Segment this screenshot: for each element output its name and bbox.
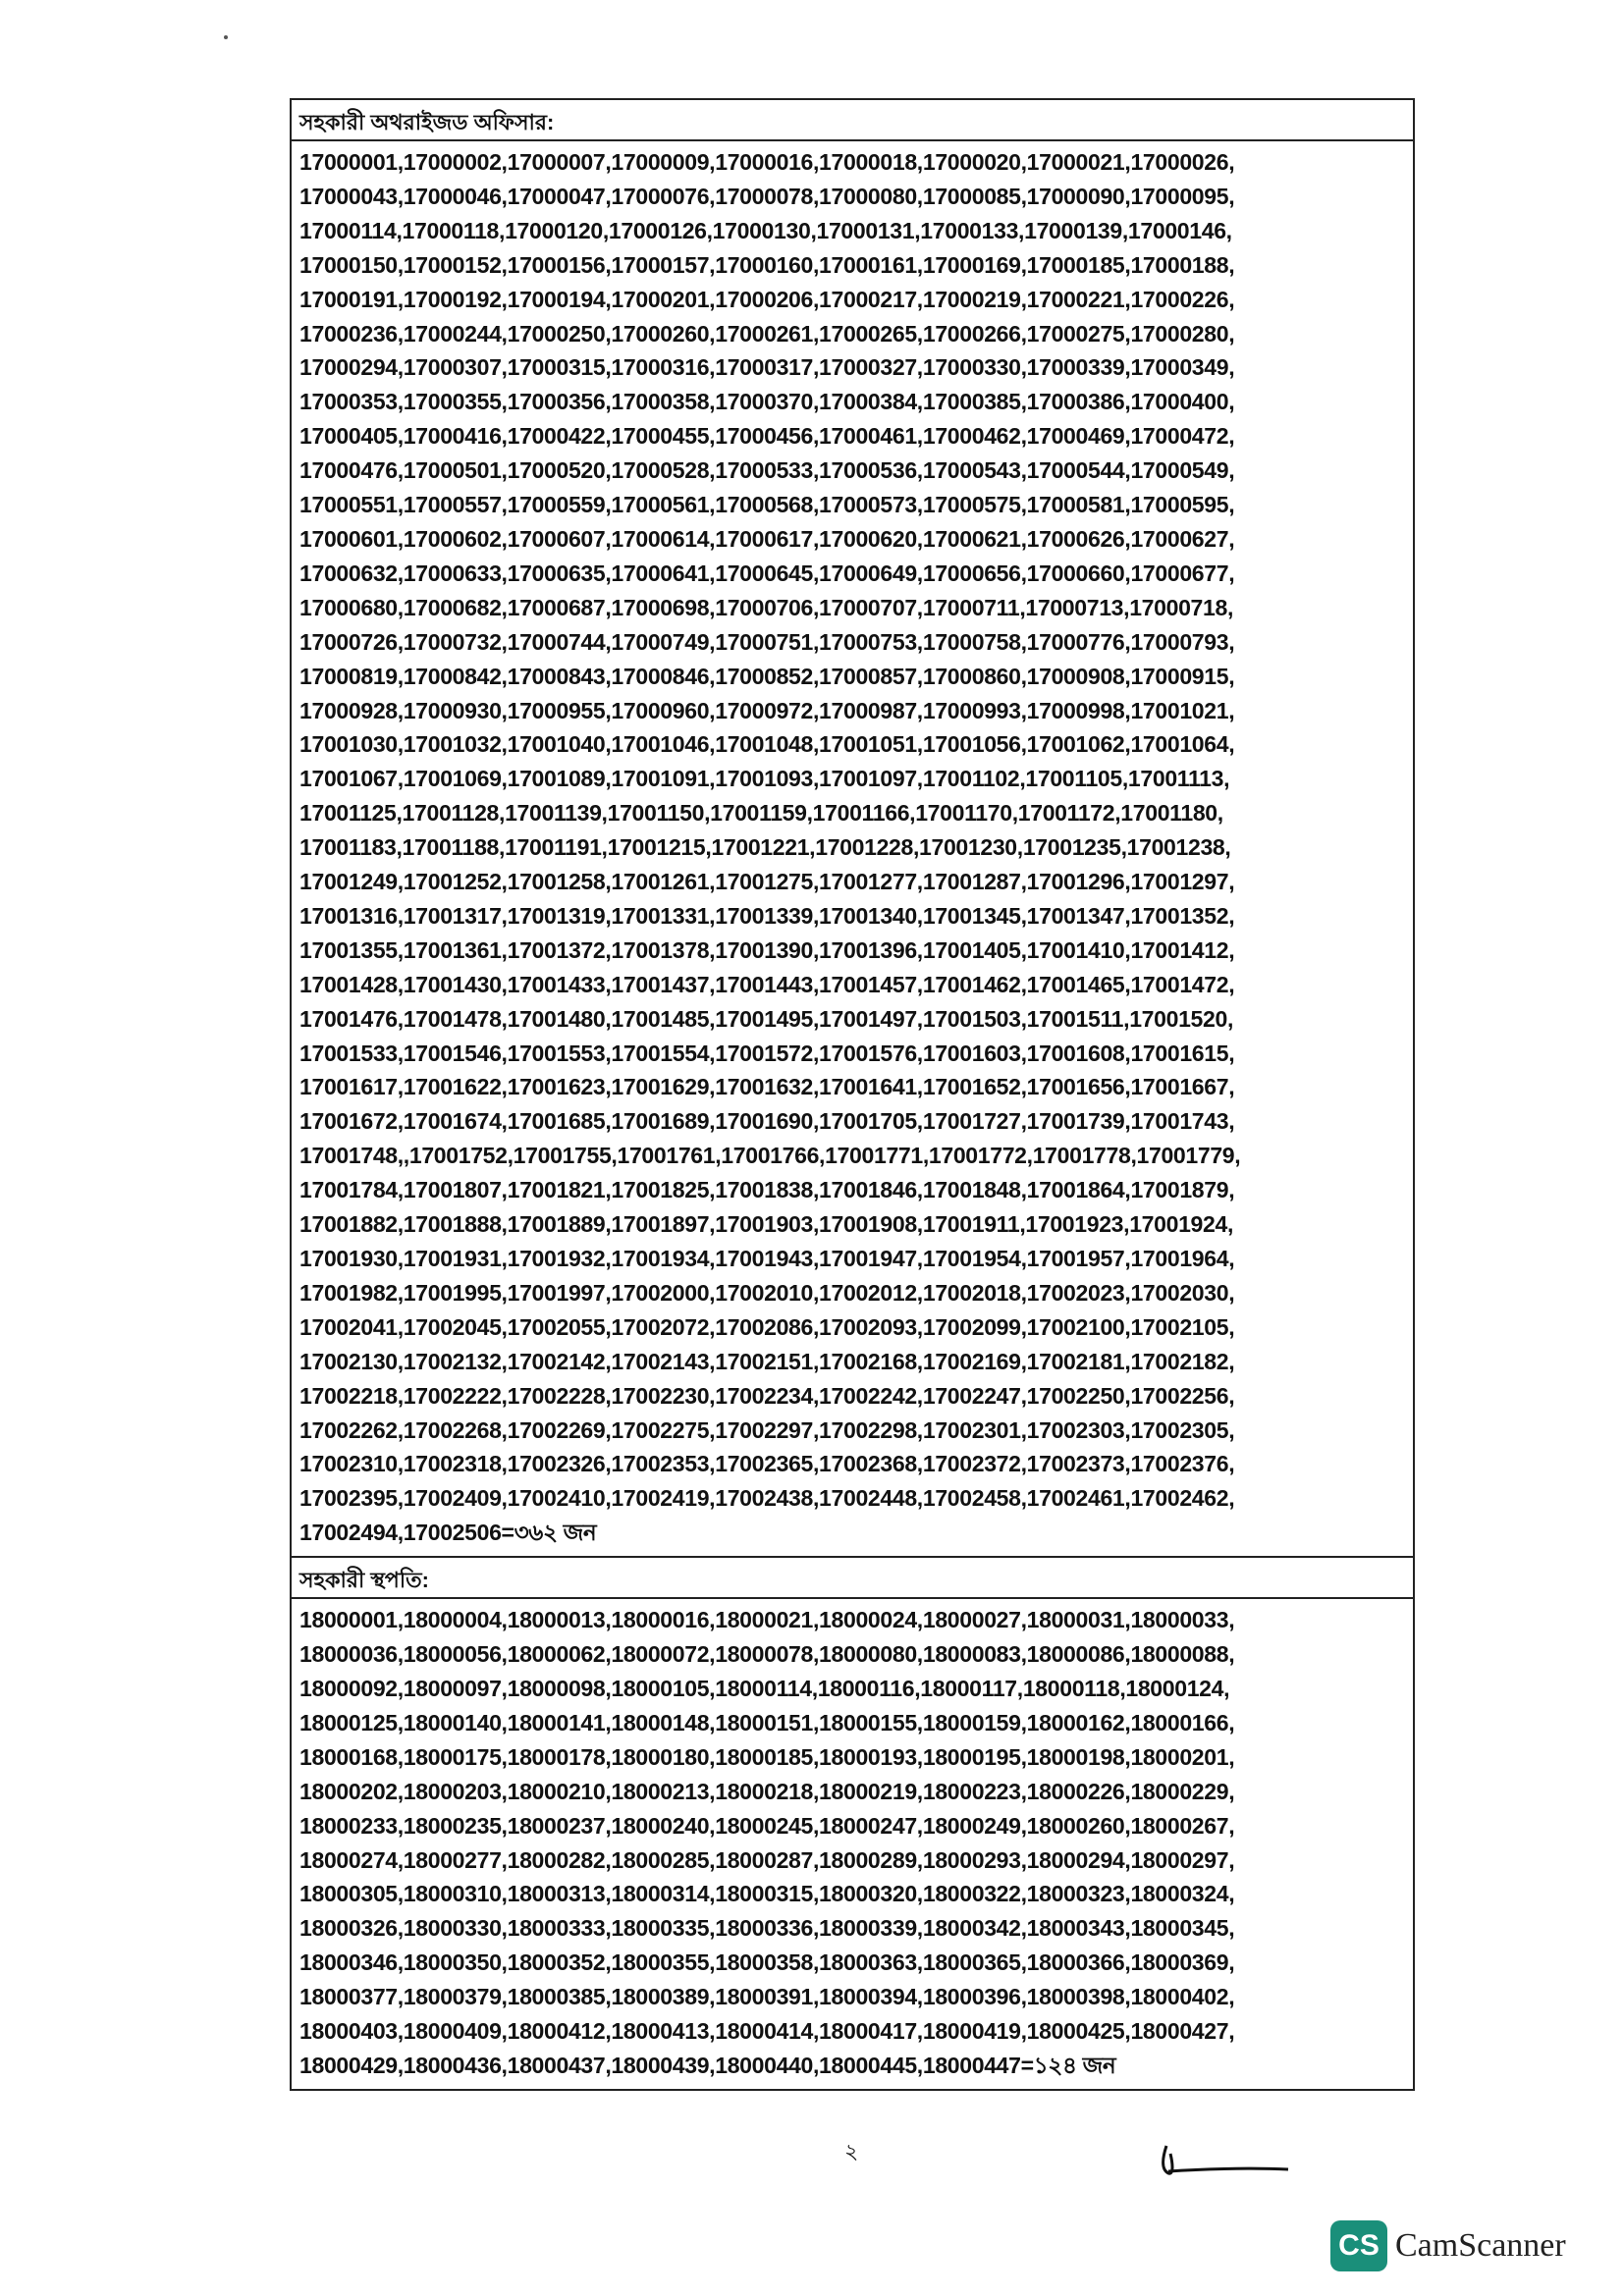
- section-header-assistant-authorized-officer: সহকারী অথরাইজড অফিসার:: [292, 100, 1413, 141]
- roll-number-line: 17001355,17001361,17001372,17001378,17001390,17001396,17001405,17001410,17001412,: [299, 936, 1235, 963]
- roll-number-line: 17000001,17000002,17000007,17000009,17000016,17000018,17000020,17000021,17000026,: [299, 149, 1235, 175]
- roll-number-line: 17001183,17001188,17001191,17001215,17001221,17001228,17001230,17001235,17001238,: [299, 834, 1231, 861]
- roll-number-line: 17002310,17002318,17002326,17002353,17002365,17002368,17002372,17002373,17002376,: [299, 1451, 1235, 1477]
- roll-number-line: 17001784,17001807,17001821,17001825,17001838,17001846,17001848,17001864,17001879,: [299, 1177, 1235, 1203]
- roll-number-line: 17000632,17000633,17000635,17000641,17000645,17000649,17000656,17000660,17000677,: [299, 560, 1235, 586]
- section-body-assistant-architect: [292, 1599, 1413, 2089]
- roll-number-line: 17001067,17001069,17001089,17001091,17001093,17001097,17001102,17001105,17001113,: [299, 766, 1230, 792]
- camscanner-watermark: [1330, 2220, 1566, 2271]
- roll-number-line: 17001030,17001032,17001040,17001046,17001048,17001051,17001056,17001062,17001064,: [299, 731, 1235, 758]
- roll-number-line: 17001428,17001430,17001433,17001437,17001443,17001457,17001462,17001465,17001472,: [299, 971, 1235, 997]
- roll-number-line: 18000305,18000310,18000313,18000314,18000315,18000320,18000322,18000323,18000324,: [299, 1881, 1235, 1907]
- roll-number-line: 18000092,18000097,18000098,18000105,18000114,18000116,18000117,18000118,18000124,: [299, 1675, 1230, 1701]
- roll-number-line: 17001125,17001128,17001139,17001150,17001159,17001166,17001170,17001172,17001180,: [299, 800, 1223, 827]
- results-table: [290, 98, 1415, 2091]
- roll-number-line: 17000043,17000046,17000047,17000076,17000078,17000080,17000085,17000090,17000095,: [299, 183, 1235, 209]
- roll-number-line: 18000125,18000140,18000141,18000148,18000151,18000155,18000159,18000162,18000166,: [299, 1709, 1235, 1735]
- roll-number-line: 17000236,17000244,17000250,17000260,17000261,17000265,17000266,17000275,17000280,: [299, 320, 1235, 347]
- roll-number-line: 17001249,17001252,17001258,17001261,17001275,17001277,17001287,17001296,17001297,: [299, 869, 1235, 895]
- roll-number-line: 17001672,17001674,17001685,17001689,17001690,17001705,17001727,17001739,17001743,: [299, 1108, 1235, 1135]
- roll-number-line: 17001982,17001995,17001997,17002000,17002010,17002012,17002018,17002023,17002030,: [299, 1279, 1235, 1306]
- roll-number-line: 18000377,18000379,18000385,18000389,18000391,18000394,18000396,18000398,18000402,: [299, 1984, 1235, 2010]
- roll-number-line: 18000036,18000056,18000062,18000072,18000078,18000080,18000083,18000086,18000088,: [299, 1641, 1235, 1668]
- roll-number-line: 17002130,17002132,17002142,17002143,17002151,17002168,17002169,17002181,17002182,: [299, 1348, 1235, 1374]
- roll-number-line: 17000150,17000152,17000156,17000157,17000160,17000161,17000169,17000185,17000188,: [299, 251, 1235, 278]
- roll-number-line: 17001748,,17001752,17001755,17001761,17001766,17001771,17001772,17001778,17001779,: [299, 1143, 1241, 1169]
- roll-number-line: 17000680,17000682,17000687,17000698,17000706,17000707,17000711,17000713,17000718,: [299, 594, 1234, 620]
- roll-number-line: 17000191,17000192,17000194,17000201,17000206,17000217,17000219,17000221,17000226,: [299, 286, 1235, 312]
- roll-number-line: 17001476,17001478,17001480,17001485,17001495,17001497,17001503,17001511,17001520,: [299, 1005, 1234, 1032]
- roll-number-line: 18000202,18000203,18000210,18000213,18000218,18000219,18000223,18000226,18000229,: [299, 1778, 1235, 1804]
- roll-number-line: 17001930,17001931,17001932,17001934,17001943,17001947,17001954,17001957,17001964,: [299, 1246, 1235, 1271]
- signature: [1159, 2140, 1296, 2179]
- roll-number-line: 17001533,17001546,17001553,17001554,17001572,17001576,17001603,17001608,17001615,: [299, 1040, 1235, 1066]
- roll-number-line: 17000601,17000602,17000607,17000614,17000617,17000620,17000621,17000626,17000627,: [299, 525, 1235, 552]
- roll-number-line: 17000928,17000930,17000955,17000960,17000972,17000987,17000993,17000998,17001021,: [299, 697, 1235, 723]
- roll-number-line: 17000114,17000118,17000120,17000126,17000130,17000131,17000133,17000139,17000146,: [299, 217, 1232, 243]
- roll-number-line: 18000326,18000330,18000333,18000335,18000336,18000339,18000342,18000343,18000345,: [299, 1915, 1235, 1942]
- page-number: ২: [844, 2139, 859, 2163]
- roll-number-line: 17000819,17000842,17000843,17000846,17000852,17000857,17000860,17000908,17000915,: [299, 663, 1235, 689]
- roll-number-line: 17000353,17000355,17000356,17000358,17000370,17000384,17000385,17000386,17000400,: [299, 389, 1235, 415]
- roll-number-line: 17002262,17002268,17002269,17002275,17002297,17002298,17002301,17002303,17002305,: [299, 1416, 1235, 1443]
- roll-number-line: 18000346,18000350,18000352,18000355,18000358,18000363,18000365,18000366,18000369,: [299, 1949, 1235, 1976]
- roll-number-line: 18000001,18000004,18000013,18000016,18000021,18000024,18000027,18000031,18000033,: [299, 1607, 1235, 1633]
- roll-number-line: 17000551,17000557,17000559,17000561,17000568,17000573,17000575,17000581,17000595,: [299, 492, 1235, 518]
- roll-number-line: 18000168,18000175,18000178,18000180,18000185,18000193,18000195,18000198,18000201,: [299, 1743, 1235, 1770]
- section-header-assistant-architect: সহকারী স্থপতি:: [292, 1558, 1413, 1599]
- roll-number-line: 17000294,17000307,17000315,17000316,17000317,17000327,17000330,17000339,17000349,: [299, 354, 1235, 381]
- camscanner-logo-icon: CS: [1330, 2220, 1387, 2271]
- roll-number-line: 17001316,17001317,17001319,17001331,17001339,17001340,17001345,17001347,17001352,: [299, 902, 1235, 929]
- roll-number-line: 17002041,17002045,17002055,17002072,17002086,17002093,17002099,17002100,17002105,: [299, 1313, 1235, 1340]
- camscanner-text: CamScanner: [1395, 2227, 1566, 2264]
- scan-speck: [224, 35, 228, 39]
- roll-number-line: 17001882,17001888,17001889,17001897,17001903,17001908,17001911,17001923,17001924,: [299, 1211, 1234, 1238]
- roll-number-line: 17001617,17001622,17001623,17001629,17001632,17001641,17001652,17001656,17001667,: [299, 1074, 1235, 1100]
- roll-number-line: 18000403,18000409,18000412,18000413,18000414,18000417,18000419,18000425,18000427,: [299, 2018, 1235, 2045]
- roll-number-line: 17000726,17000732,17000744,17000749,17000751,17000753,17000758,17000776,17000793,: [299, 628, 1235, 655]
- section-body-assistant-authorized-officer: [292, 141, 1413, 1558]
- roll-number-line: 18000233,18000235,18000237,18000240,18000245,18000247,18000249,18000260,18000267,: [299, 1812, 1235, 1839]
- roll-number-line: 17002494,17002506=৩৬২ জন: [299, 1520, 597, 1546]
- roll-number-line: 17000476,17000501,17000520,17000528,17000533,17000536,17000543,17000544,17000549,: [299, 457, 1235, 484]
- roll-number-line: 18000274,18000277,18000282,18000285,18000287,18000289,18000293,18000294,18000297,: [299, 1846, 1235, 1873]
- roll-number-line: 17000405,17000416,17000422,17000455,17000456,17000461,17000462,17000469,17000472,: [299, 423, 1235, 450]
- roll-number-line: 17002218,17002222,17002228,17002230,17002234,17002242,17002247,17002250,17002256,: [299, 1382, 1235, 1409]
- roll-number-line: 17002395,17002409,17002410,17002419,17002438,17002448,17002458,17002461,17002462,: [299, 1485, 1235, 1512]
- roll-number-line: 18000429,18000436,18000437,18000439,18000440,18000445,18000447=১২৪ জন: [299, 2052, 1116, 2078]
